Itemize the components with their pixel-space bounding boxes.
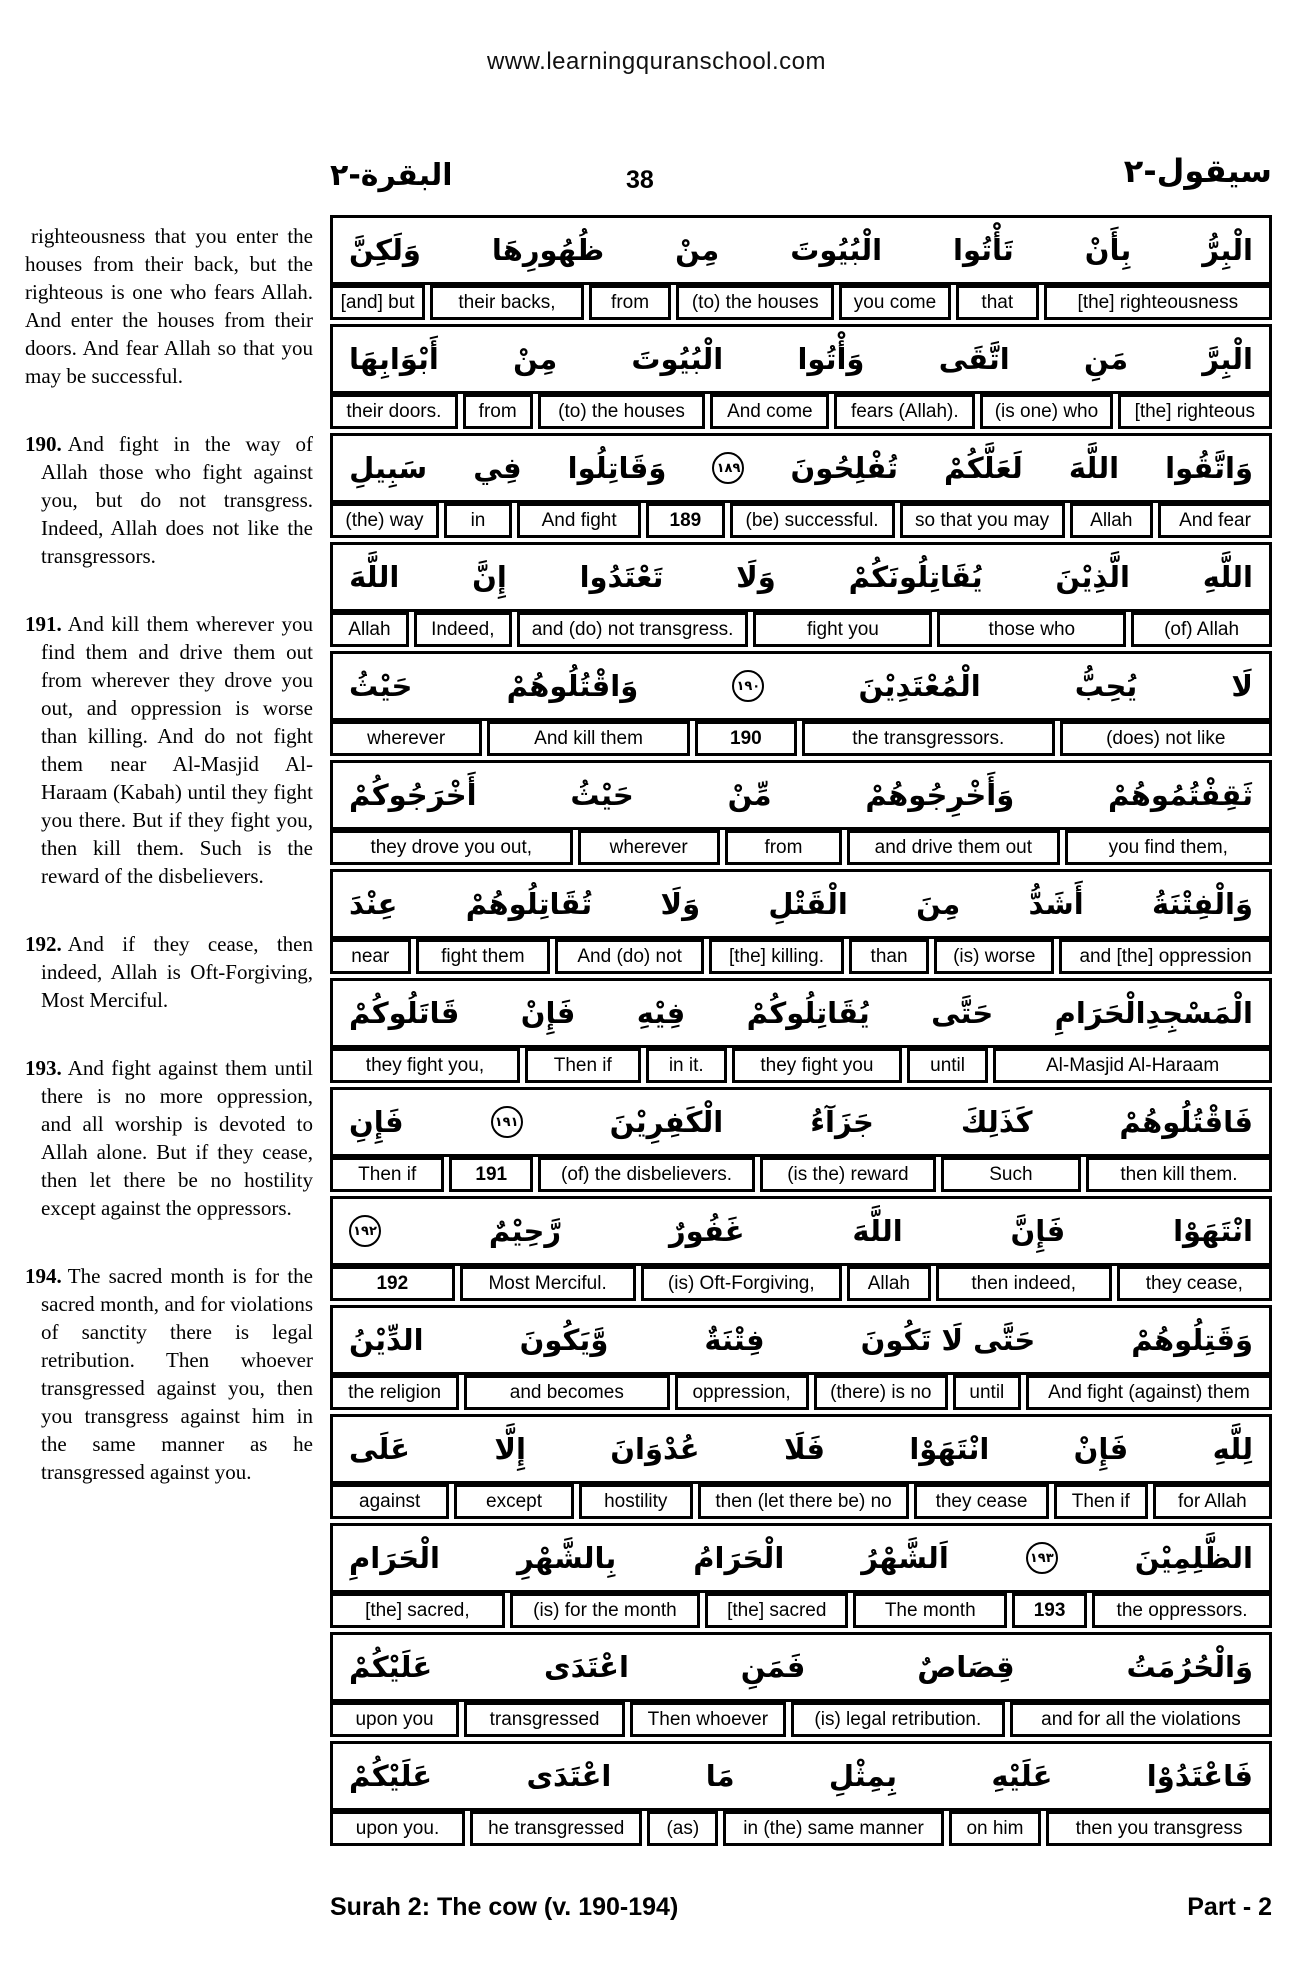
arabic-text-row (330, 1523, 1272, 1593)
translation-cell: And kill them (487, 721, 689, 756)
translation-cell: (as) (647, 1811, 718, 1846)
verse-number-cell: 190 (695, 721, 797, 756)
arabic-word: الْبِرَّ (1202, 342, 1253, 376)
arabic-word: اتَّقَى (938, 342, 1010, 376)
verse-end-marker: ١٩٣ (1026, 1542, 1058, 1574)
translation-row (330, 394, 1272, 429)
verse-number-cell: 189 (646, 503, 724, 538)
arabic-word: فَمَنِ (740, 1650, 806, 1684)
translation-row (330, 503, 1272, 538)
arabic-word: أَشَدُّ (1028, 887, 1084, 921)
translation-cell: (the) way (330, 503, 439, 538)
arabic-word: تَأْتُوا (953, 233, 1014, 267)
translation-cell: upon you. (330, 1811, 465, 1846)
arabic-word: اللَّهَ (349, 560, 400, 594)
arabic-word: فِي (473, 451, 522, 485)
arabic-word: سَبِيلِ (349, 451, 428, 485)
translation-row (330, 285, 1272, 320)
word-by-word-grid (330, 215, 1272, 1850)
translation-row (330, 1702, 1272, 1737)
arabic-word: وَأَخْرِجُوهُمْ (865, 778, 1015, 812)
verse-translation-paragraph: 191. And kill them wherever you find them and drive them out from wherever they drove you out, and oppression is worse than killing. And do not fight them near Al-Masjid Al-Haraam (Kabah) until they fight you there. But if they fight you, then kill them. Such is the reward of the disbelievers. (25, 612, 313, 888)
arabic-word: غَفُورٌ (668, 1214, 745, 1248)
arabic-word: فَاعْتَدُوْا (1146, 1759, 1253, 1793)
arabic-word: تُفْلِحُونَ (790, 451, 898, 485)
arabic-word: حَيْثُ (570, 778, 634, 812)
translation-cell: And come (710, 394, 829, 429)
arabic-word: انْتَهَوْا (909, 1432, 990, 1466)
arabic-word: مِّنْ (727, 778, 772, 812)
translation-cell: Then if (525, 1048, 641, 1083)
translation-cell: than (849, 939, 930, 974)
arabic-text-row (330, 1741, 1272, 1811)
arabic-word: الْبُيُوتَ (631, 342, 724, 376)
translation-cell: they fight you (732, 1048, 902, 1083)
arabic-text-row (330, 324, 1272, 394)
translation-cell: [the] righteous (1118, 394, 1272, 429)
translation-cell: you find them, (1065, 830, 1272, 865)
arabic-text-row (330, 978, 1272, 1048)
translation-row (330, 1048, 1272, 1083)
translation-cell: Then whoever (630, 1702, 786, 1737)
verse-end-marker: ١٩٠ (732, 670, 764, 702)
verse-number: 194. (25, 1264, 62, 1288)
arabic-word: أَخْرَجُوكُمْ (349, 778, 477, 812)
translation-cell: transgressed (464, 1702, 625, 1737)
translation-cell: from (725, 830, 842, 865)
arabic-word: اعْتَدَى (544, 1650, 629, 1684)
translation-cell: Indeed, (414, 612, 512, 647)
arabic-word: عَلَيْكُمْ (349, 1759, 433, 1793)
arabic-word: فَإِنَّ (1010, 1214, 1066, 1248)
verse-end-marker: ١٨٩ (712, 452, 744, 484)
translation-cell: (be) successful. (730, 503, 895, 538)
arabic-word: مَنِ (1083, 342, 1129, 376)
arabic-word: رَّحِيْمٌ (488, 1214, 562, 1248)
translation-row (330, 939, 1272, 974)
arabic-word: مِنْ (513, 342, 558, 376)
translation-cell: [the] sacred (705, 1593, 848, 1628)
translation-cell: Allah (330, 612, 409, 647)
arabic-word: فَاقْتُلُوهُمْ (1119, 1105, 1253, 1139)
translation-cell: wherever (330, 721, 482, 756)
arabic-word: وَلَا (736, 560, 776, 594)
arabic-text-row (330, 542, 1272, 612)
translation-row (330, 721, 1272, 756)
translation-cell: except (454, 1484, 573, 1519)
arabic-word: وَالْحُرُمَتُ (1126, 1650, 1253, 1684)
arabic-word: اَلشَّهْرُ (861, 1541, 949, 1575)
page-header (330, 152, 1272, 210)
arabic-word: بِمِثْلِ (828, 1759, 897, 1793)
translation-cell: against (330, 1484, 449, 1519)
translation-cell: and [the] oppression (1059, 939, 1272, 974)
translation-cell: their doors. (330, 394, 458, 429)
arabic-text-row (330, 433, 1272, 503)
translation-cell: upon you (330, 1702, 459, 1737)
verse-number: 190. (25, 432, 62, 456)
translation-cell: Then if (1054, 1484, 1148, 1519)
arabic-text-row (330, 869, 1272, 939)
juz-name-arabic: سيقول-٢ (1123, 152, 1272, 190)
arabic-word: إِنَّ (472, 560, 507, 594)
translation-cell: near (330, 939, 411, 974)
verse-number: 193. (25, 1056, 62, 1080)
arabic-word: تَعْتَدُوا (579, 560, 664, 594)
arabic-word: جَزَآءُ (810, 1105, 874, 1139)
arabic-word: الْحَرَامِ (349, 1541, 440, 1575)
translation-cell: (is) for the month (510, 1593, 700, 1628)
translation-cell: until (907, 1048, 988, 1083)
translation-cell: (is) legal retribution. (791, 1702, 1005, 1737)
translation-cell: [the] sacred, (330, 1593, 505, 1628)
translation-cell: the oppressors. (1092, 1593, 1272, 1628)
arabic-word: اللَّهَ (852, 1214, 903, 1248)
translation-row (330, 1484, 1272, 1519)
translation-cell: from (463, 394, 533, 429)
translation-cell: Most Merciful. (460, 1266, 636, 1301)
arabic-word: يُحِبُّ (1074, 669, 1138, 703)
translation-row (330, 1811, 1272, 1846)
arabic-text-row (330, 651, 1272, 721)
translation-cell: wherever (578, 830, 720, 865)
arabic-word: وَّيَكُونَ (519, 1323, 609, 1357)
arabic-word: حَتَّى (931, 996, 994, 1030)
translation-cell: (is) worse (934, 939, 1054, 974)
translation-cell: they fight you, (330, 1048, 520, 1083)
verse-number: 192. (25, 932, 62, 956)
verse-end-marker: ١٩٢ (349, 1215, 381, 1247)
translation-cell: and (do) not transgress. (517, 612, 749, 647)
translation-cell: Then if (330, 1157, 444, 1192)
translation-cell: he transgressed (470, 1811, 642, 1846)
arabic-text-row (330, 1305, 1272, 1375)
verse-translation-paragraph: 193. And fight against them until there is no more oppression, and all worship is devoted to Allah alone. But if they cease, then let there be no hostility except against the oppressors. (25, 1056, 313, 1220)
arabic-word: اللَّهَ (1068, 451, 1120, 485)
arabic-word: كَذَلِكَ (960, 1105, 1033, 1139)
arabic-word: فَلَا (783, 1432, 825, 1466)
translation-cell: [and] but (330, 285, 425, 320)
arabic-word: مَا (705, 1759, 735, 1793)
translation-cell: The month (853, 1593, 1007, 1628)
footer-part-label: Part - 2 (1187, 1893, 1272, 1921)
translation-cell: the transgressors. (802, 721, 1055, 756)
arabic-word: قَاتَلُوكُمْ (349, 996, 460, 1030)
translation-row (330, 830, 1272, 865)
translation-cell: and becomes (464, 1375, 669, 1410)
translation-cell: (does) not like (1060, 721, 1272, 756)
verse-number: 191. (25, 612, 62, 636)
translation-cell: those who (937, 612, 1126, 647)
arabic-word: الْكَفِرِيْنَ (609, 1105, 724, 1139)
translation-cell: in (the) same manner (723, 1811, 944, 1846)
arabic-word: وَقَتِلُوهُمْ (1131, 1323, 1253, 1357)
translation-cell: fight you (753, 612, 932, 647)
verse-translation-paragraph: 194. The sacred month is for the sacred month, and for violations of sanctity there is legal retribution. Then whoever transgressed against you, then you transgress against him in the same manner as he transgressed against you. (25, 1264, 313, 1484)
translation-cell: from (589, 285, 672, 320)
translation-cell: on him (949, 1811, 1041, 1846)
arabic-word: مِنْ (675, 233, 720, 267)
arabic-word: عَلَيْهِ (991, 1759, 1053, 1793)
arabic-word: وَأْتُوا (797, 342, 865, 376)
arabic-word: تُقَاتِلُوهُمْ (465, 887, 593, 921)
translation-cell: Allah (1070, 503, 1153, 538)
arabic-word: مِنَ (916, 887, 961, 921)
translation-cell: in (444, 503, 512, 538)
translation-cell: they drove you out, (330, 830, 573, 865)
arabic-word: الدِّيْنُ (349, 1323, 424, 1357)
arabic-word: فَإِنْ (520, 996, 576, 1030)
arabic-word: يُقَاتِلُوكُمْ (746, 996, 870, 1030)
arabic-text-row (330, 760, 1272, 830)
arabic-word: ظُهُورِهَا (491, 233, 605, 267)
arabic-word: عَلَى (349, 1432, 410, 1466)
arabic-word: وَقَاتِلُوا (567, 451, 667, 485)
translation-cell: the religion (330, 1375, 459, 1410)
translation-cell: they cease (914, 1484, 1049, 1519)
translation-cell: Al-Masjid Al-Haraam (993, 1048, 1272, 1083)
arabic-word: قِصَاصٌ (917, 1650, 1015, 1684)
translation-cell: you come (839, 285, 951, 320)
translation-cell: that (956, 285, 1039, 320)
verse-number-cell: 192 (330, 1266, 455, 1301)
translation-cell: they cease, (1117, 1266, 1272, 1301)
arabic-word: فَإِنِ (349, 1105, 404, 1139)
arabic-word: بِأَنْ (1084, 233, 1132, 267)
arabic-word: عُدْوَانَ (610, 1432, 700, 1466)
arabic-word: حَتَّى لَا تَكُونَ (860, 1323, 1036, 1357)
arabic-word: وَلَكِنَّ (349, 233, 421, 267)
translation-cell: then you transgress (1046, 1811, 1272, 1846)
translation-cell: then indeed, (936, 1266, 1112, 1301)
page-number: 38 (626, 166, 654, 194)
arabic-word: الْبُيُوتَ (790, 233, 883, 267)
verse-translation-paragraph: righteousness that you enter the houses from their back, but the righteous is one who fears Allah. And enter the houses from their doors. And fear Allah so that you may be successful. (25, 224, 313, 388)
arabic-word: لَا (1231, 669, 1253, 703)
translation-sidebar (25, 222, 313, 1526)
arabic-word: الْمَسْجِدِالْحَرَامِ (1054, 996, 1253, 1030)
arabic-text-row (330, 215, 1272, 285)
translation-cell: (of) Allah (1131, 612, 1272, 647)
arabic-word: عِنْدَ (349, 887, 398, 921)
translation-cell: then kill them. (1086, 1157, 1272, 1192)
arabic-word: اللَّهِ (1202, 560, 1253, 594)
translation-cell: (to) the houses (538, 394, 706, 429)
translation-cell: [the] killing. (709, 939, 843, 974)
arabic-word: بِالشَّهْرِ (516, 1541, 617, 1575)
translation-row (330, 612, 1272, 647)
translation-cell: then (let there be) no (698, 1484, 909, 1519)
translation-cell: fears (Allah). (834, 394, 975, 429)
arabic-text-row (330, 1196, 1272, 1266)
arabic-word: اعْتَدَى (526, 1759, 612, 1793)
arabic-word: الَّذِيْنَ (1055, 560, 1130, 594)
translation-cell: And fight (517, 503, 641, 538)
arabic-word: وَاتَّقُوا (1165, 451, 1253, 485)
arabic-word: ثَقِفْتُمُوهُمْ (1108, 778, 1253, 812)
verse-translation-paragraph: 190. And fight in the way of Allah those who fight against you, but do not transgress. Indeed, Allah does not like the transgressors. (25, 432, 313, 568)
translation-cell: And fear (1158, 503, 1272, 538)
translation-row (330, 1157, 1272, 1192)
translation-cell: hostility (579, 1484, 693, 1519)
website-url: www.learningquranschool.com (487, 48, 826, 75)
arabic-word: الْقَتْلِ (768, 887, 848, 921)
surah-name-arabic: البقرة-٢ (330, 158, 453, 193)
translation-cell: (there) is no (814, 1375, 948, 1410)
translation-row (330, 1593, 1272, 1628)
arabic-word: انْتَهَوْا (1173, 1214, 1253, 1248)
arabic-word: حَيْثُ (349, 669, 413, 703)
page-footer (330, 1893, 1272, 1922)
verse-translation-paragraph: 192. And if they cease, then indeed, Allah is Oft-Forgiving, Most Merciful. (25, 932, 313, 1012)
translation-row (330, 1266, 1272, 1301)
translation-cell: until (953, 1375, 1021, 1410)
arabic-word: فَإِنْ (1073, 1432, 1129, 1466)
translation-row (330, 1375, 1272, 1410)
translation-cell: so that you may (900, 503, 1065, 538)
verse-number-cell: 191 (449, 1157, 533, 1192)
arabic-word: الْبِرُّ (1202, 233, 1253, 267)
translation-cell: (is the) reward (760, 1157, 936, 1192)
translation-cell: Such (941, 1157, 1081, 1192)
arabic-word: فِتْنَةٌ (704, 1323, 765, 1357)
translation-cell: in it. (646, 1048, 727, 1083)
arabic-word: يُقَاتِلُونَكُمْ (848, 560, 983, 594)
arabic-text-row (330, 1087, 1272, 1157)
verse-end-marker: ١٩١ (491, 1106, 523, 1138)
translation-cell: their backs, (430, 285, 583, 320)
translation-cell: and drive them out (847, 830, 1059, 865)
translation-cell: (is) Oft-Forgiving, (641, 1266, 842, 1301)
translation-cell: oppression, (675, 1375, 809, 1410)
arabic-word: الْحَرَامُ (693, 1541, 785, 1575)
arabic-word: لَعَلَّكُمْ (944, 451, 1023, 485)
translation-cell: And (do) not (555, 939, 704, 974)
translation-cell: Allah (847, 1266, 931, 1301)
arabic-word: فِيْهِ (636, 996, 686, 1030)
translation-cell: for Allah (1153, 1484, 1272, 1519)
translation-cell: (to) the houses (676, 285, 834, 320)
translation-cell: fight them (416, 939, 550, 974)
footer-surah-label: Surah 2: The cow (v. 190-194) (330, 1893, 679, 1921)
translation-cell: (is one) who (980, 394, 1112, 429)
arabic-word: وَلَا (660, 887, 701, 921)
arabic-word: أَبْوَابِهَا (349, 342, 439, 376)
arabic-word: إِلَّا (494, 1432, 526, 1466)
arabic-text-row (330, 1414, 1272, 1484)
arabic-word: الْمُعْتَدِيْنَ (858, 669, 981, 703)
verse-number-cell: 193 (1012, 1593, 1087, 1628)
translation-cell: (of) the disbelievers. (538, 1157, 755, 1192)
translation-cell: And fight (against) them (1026, 1375, 1272, 1410)
arabic-word: عَلَيْكُمْ (349, 1650, 433, 1684)
translation-cell: [the] righteousness (1044, 285, 1272, 320)
translation-cell: and for all the violations (1010, 1702, 1272, 1737)
arabic-word: وَاقْتُلُوهُمْ (506, 669, 639, 703)
arabic-text-row (330, 1632, 1272, 1702)
arabic-word: وَالْفِتْنَةُ (1152, 887, 1253, 921)
arabic-word: الظَّلِمِيْنَ (1134, 1541, 1253, 1575)
arabic-word: لِلَّهِ (1212, 1432, 1253, 1466)
